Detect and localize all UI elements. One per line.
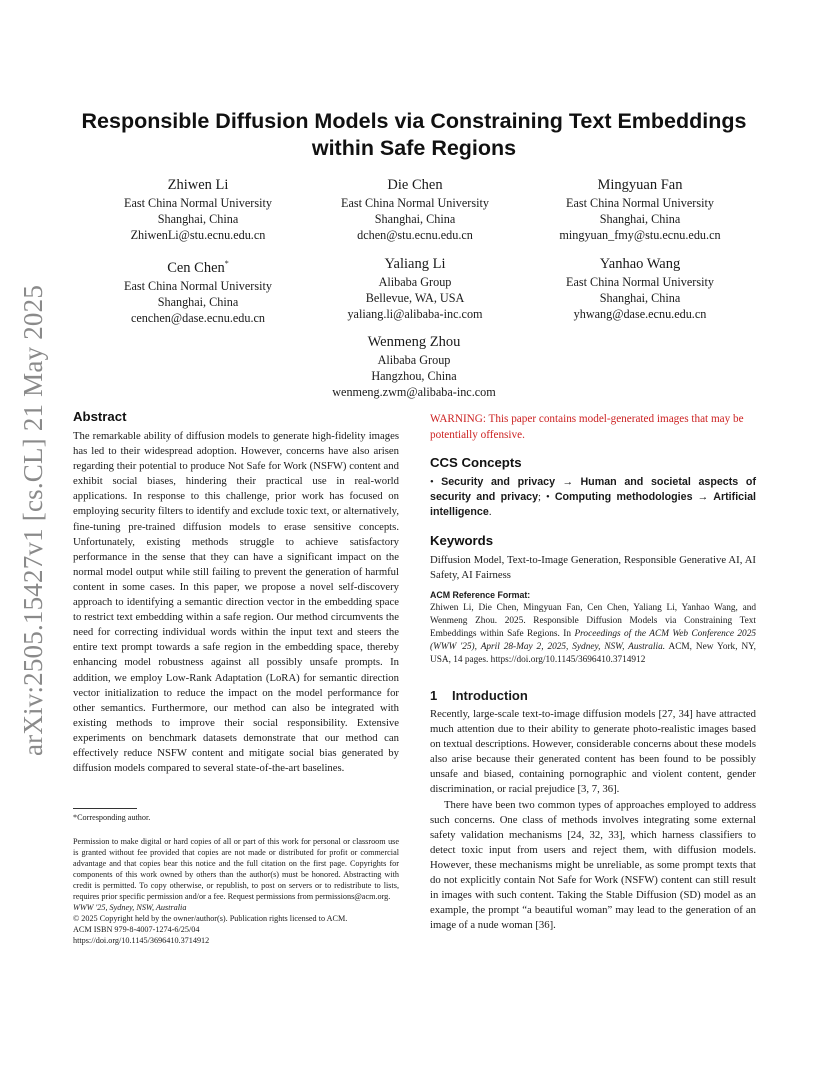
footnote-text: *Corresponding author.: [73, 813, 151, 822]
abstract-text: The remarkable ability of diffusion models to generate high-fidelity images has led to their widespread adoption. However, concerns have also arisen regarding their potential to produce Not Safe for Work (NSFW) content and exhibit social biases, hindering their practical use in real-world applications. In response to this challenge, prior work has focused on employing security filters to identify and exclude toxic text, or alternatively, fine-tuning pre-trained diffusion models to erase sensitive concepts. Unfortunately, existing methods struggle to achieve satisfactory performance in the sense that they can have a significant impact on the normal model output while still failing to prevent the generation of harmful content in some cases. In this paper, we propose a novel self-discovery approach to identifying a semantic direction vector in the embedding space to restrict text embedding within a safe region. Our method circumvents the need for correcting individual words within the input text and steers the entire text prompt towards a safe region in the embedding space, thereby enhancing model robustness against all possibly unsafe prompts. In addition, we employ Low-Rank Adaptation (LoRA) for semantic direction vector initialization to reduce the impact on the model performance for other semantics. Furthermore, our method can also be integrated with existing methods to improve their social responsibility. Extensive experiments on benchmark datasets demonstrate that our method can effectively reduce NSFW content and mitigate social bias generated by diffusion models compared to several state-of-the-art baselines.: [73, 430, 399, 775]
ccs-section: [430, 455, 756, 520]
arxiv-text: arXiv:2505.15427v1 [cs.CL] 21 May 2025: [18, 284, 49, 756]
permission-block: [73, 836, 399, 946]
author-affiliation: East China Normal University: [566, 196, 714, 210]
author-affiliation: East China Normal University: [124, 196, 272, 210]
author-affiliation: East China Normal University: [124, 278, 272, 293]
footnote: [73, 812, 399, 823]
author-affiliation: East China Normal University: [566, 275, 714, 289]
keywords-text: Diffusion Model, Text-to-Image Generation, Responsible Generative AI, AI Safety, AI Fairness: [430, 554, 756, 582]
author-block: [295, 255, 535, 323]
author-email: yaliang.li@alibaba-inc.com: [347, 307, 483, 322]
reference-text: Zhiwen Li, Die Chen, Mingyuan Fan, Cen Chen, Yaliang Li, Yanhao Wang, and Wenmeng Zhou. 2025. Responsible Diffusion Models via Constraining Text Embeddings within Safe Regions. In Proceedings of the ACM Web Conference 2025 (WWW '25), April 28-May 2, 2025, Sydney, NSW, Australia. ACM, New York, NY, USA, 14 pages. https://doi.org/10.1145/3696410.3714912: [430, 603, 756, 665]
author-email: yhwang@dase.ecnu.edu.cn: [573, 307, 707, 322]
author-location: Bellevue, WA, USA: [365, 291, 465, 306]
author-block: [520, 255, 760, 323]
paper-title: Responsible Diffusion Models via Constraining Text Embeddings within Safe Regions: [81, 109, 747, 160]
reference-heading: ACM Reference Format:: [430, 590, 531, 600]
author-name: Die Chen: [387, 177, 443, 193]
author-name: Yaliang Li: [384, 256, 446, 272]
keywords-section: [430, 533, 756, 583]
introduction-paragraph: There have been two common types of approaches employed to address such concerns. One class of methods involves integrating some external safety validation mechanisms [24, 32, 33], which harness classifiers to detect toxic input from users and reject them, with diffusion models. However, these mechanisms might be unreliable, as some prompt texts that do not explicitly contain Not Safe for Work (NSFW) content can still result in images with such content. Taking the Stable Diffusion (SD) model as an example, the prompt “a beautiful woman” may lead to the generation of an image of a nude woman [36].: [430, 798, 756, 932]
reference-format: [430, 590, 756, 667]
author-name: Mingyuan Fan: [597, 177, 683, 193]
venue-text: WWW '25, Sydney, NSW, Australia: [73, 903, 187, 912]
author-affiliation: Alibaba Group: [378, 275, 452, 289]
author-block: [78, 255, 318, 326]
author-block: [294, 333, 534, 401]
author-affiliation: East China Normal University: [341, 196, 489, 210]
author-name: Wenmeng Zhou: [367, 334, 461, 350]
author-affiliation: Alibaba Group: [377, 353, 451, 367]
author-name: Yanhao Wang: [599, 256, 681, 272]
doi-text: https://doi.org/10.1145/3696410.3714912: [73, 936, 210, 945]
abstract-heading: Abstract: [73, 409, 127, 424]
author-email: wenmeng.zwm@alibaba-inc.com: [332, 385, 496, 400]
author-email: cenchen@dase.ecnu.edu.cn: [130, 311, 266, 326]
introduction-paragraph: Recently, large-scale text-to-image diffusion models [27, 34] have attracted much attention due to their ability to generate photo-realistic images based on textual descriptions. However, considerable concerns about these models also arise because their generated content has been found to be possibly unsafe and biased, containing pornographic and violent content, gender discrimination, or racial prejudice [3, 7, 36].: [430, 708, 756, 796]
keywords-heading: Keywords: [430, 533, 494, 548]
author-location: Shanghai, China: [157, 295, 239, 310]
introduction-heading: 1 Introduction: [430, 688, 528, 703]
author-location: Shanghai, China: [599, 291, 681, 306]
copyright-text: © 2025 Copyright held by the owner/author(s). Publication rights licensed to ACM.: [73, 914, 348, 923]
author-name: Cen Chen*: [167, 259, 229, 276]
author-email: dchen@stu.ecnu.edu.cn: [357, 228, 473, 243]
abstract-section: [73, 409, 399, 776]
author-block: [295, 176, 535, 244]
author-location: Shanghai, China: [157, 212, 239, 227]
footnote-divider: [73, 808, 137, 809]
ccs-concepts: • Security and privacy → Human and societal aspects of security and privacy; • Computing methodologies → Artificial intelligence.: [430, 476, 756, 519]
warning-text: WARNING: This paper contains model-generated images that may be potentially offensive.: [430, 413, 744, 441]
corresponding-mark: *: [224, 259, 229, 268]
author-email: ZhiwenLi@stu.ecnu.edu.cn: [130, 228, 266, 243]
permission-text: Permission to make digital or hard copies of all or part of this work for personal or classroom use is granted without fee provided that copies are not made or distributed for profit or commercial advantage and that copies bear this notice and the full citation on the first page. Copyrights for components of this work owned by others than the author(s) must be honored. Abstracting with credit is permitted. To copy otherwise, or republish, to post on servers or to redistribute to lists, requires prior specific permission and/or a fee. Request permissions from permissions@acm.org.: [73, 837, 399, 901]
author-name: Zhiwen Li: [167, 177, 229, 193]
author-location: Shanghai, China: [599, 212, 681, 227]
ccs-heading: CCS Concepts: [430, 455, 522, 470]
author-block: [520, 176, 760, 244]
introduction-section: [430, 688, 756, 933]
arxiv-identifier: [12, 280, 56, 760]
author-location: Hangzhou, China: [371, 369, 457, 384]
warning-block: [430, 411, 756, 443]
author-location: Shanghai, China: [374, 212, 456, 227]
author-block: [78, 176, 318, 244]
isbn-text: ACM ISBN 979-8-4007-1274-6/25/04: [73, 925, 200, 934]
author-email: mingyuan_fmy@stu.ecnu.edu.cn: [559, 228, 721, 243]
